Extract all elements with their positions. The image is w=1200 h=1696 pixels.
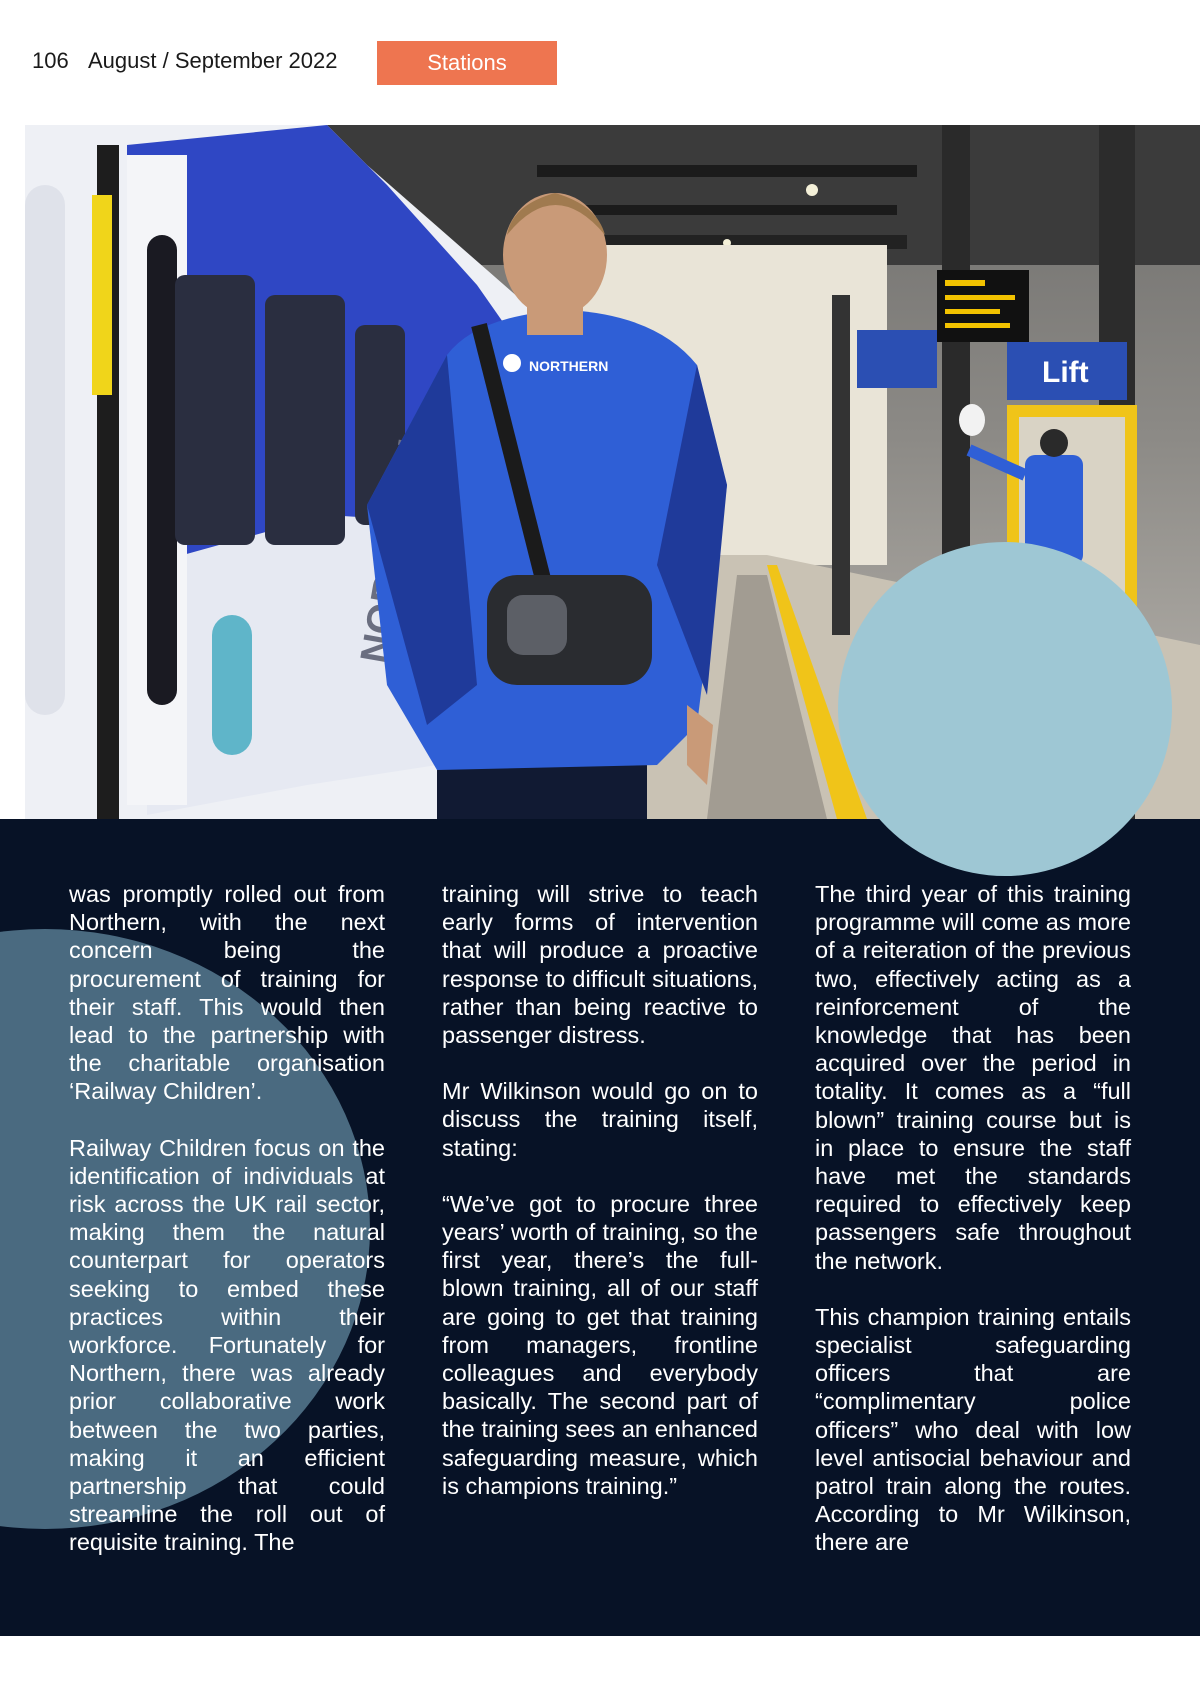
head [503,193,607,317]
paragraph: Railway Children focus on the identification of individuals at risk across the UK rail sector, making them the natural counterpart for operators seeking to embed these practices within their workforce. Fortunately for Northern, there was already prior collaborative work between the two parties, making it an efficient partnership that could streamline the roll out of requisite training. The [69,1134,385,1556]
paragraph: was promptly rolled out from Northern, with the next concern being the procurement of training for their staff. This would then lead to the partnership with the charitable organisation ‘Railway Children’. [69,881,385,1105]
page-header [0,0,1200,125]
paddle-icon [959,404,985,436]
paragraph: The third year of this training programme will come as more of a reiteration of the previous two, effectively acting as a reinforcement of the knowledge that has been acquired over the period in totality. It comes as a “full blown” training course but is in place to ensure the staff have met the standards required to effectively keep passengers safe throughout the network. [815,881,1131,1274]
paragraph: training will strive to teach early forms of intervention that will produce a proactive response to difficult situations, rather than being reactive to passenger distress. [442,881,758,1049]
article-column-3 [815,880,1131,1585]
paragraph: Mr Wilkinson would go on to discuss the training itself, stating: [442,1078,758,1161]
page-number: 106 [32,48,69,73]
train-window [265,295,345,545]
article-column-2 [442,880,758,1528]
issue-date: August / September 2022 [88,48,338,73]
decorative-circle-light [838,542,1172,876]
section-badge: Stations [377,41,557,85]
paragraph: This champion training entails specialist safeguarding officers that are “complimentary police officers” who deal with low level antisocial behaviour and patrol train along the routes. According to Mr Wilkinson, there are [815,1303,1131,1556]
train-window [175,275,255,545]
platform-sign [857,330,937,388]
lift-sign-text: Lift [1042,356,1089,389]
article-column-1 [69,880,385,1585]
trousers [437,765,647,819]
jacket-logo: NORTHERN [529,358,609,374]
paragraph: “We’ve got to procure three years’ worth of training, so the first year, there’s the full-blown training, all of our staff are going to get that training from managers, frontline colleagues and everybody basically. The second part of the training sees an enhanced safeguarding measure, which is champions training.” [442,1190,758,1499]
